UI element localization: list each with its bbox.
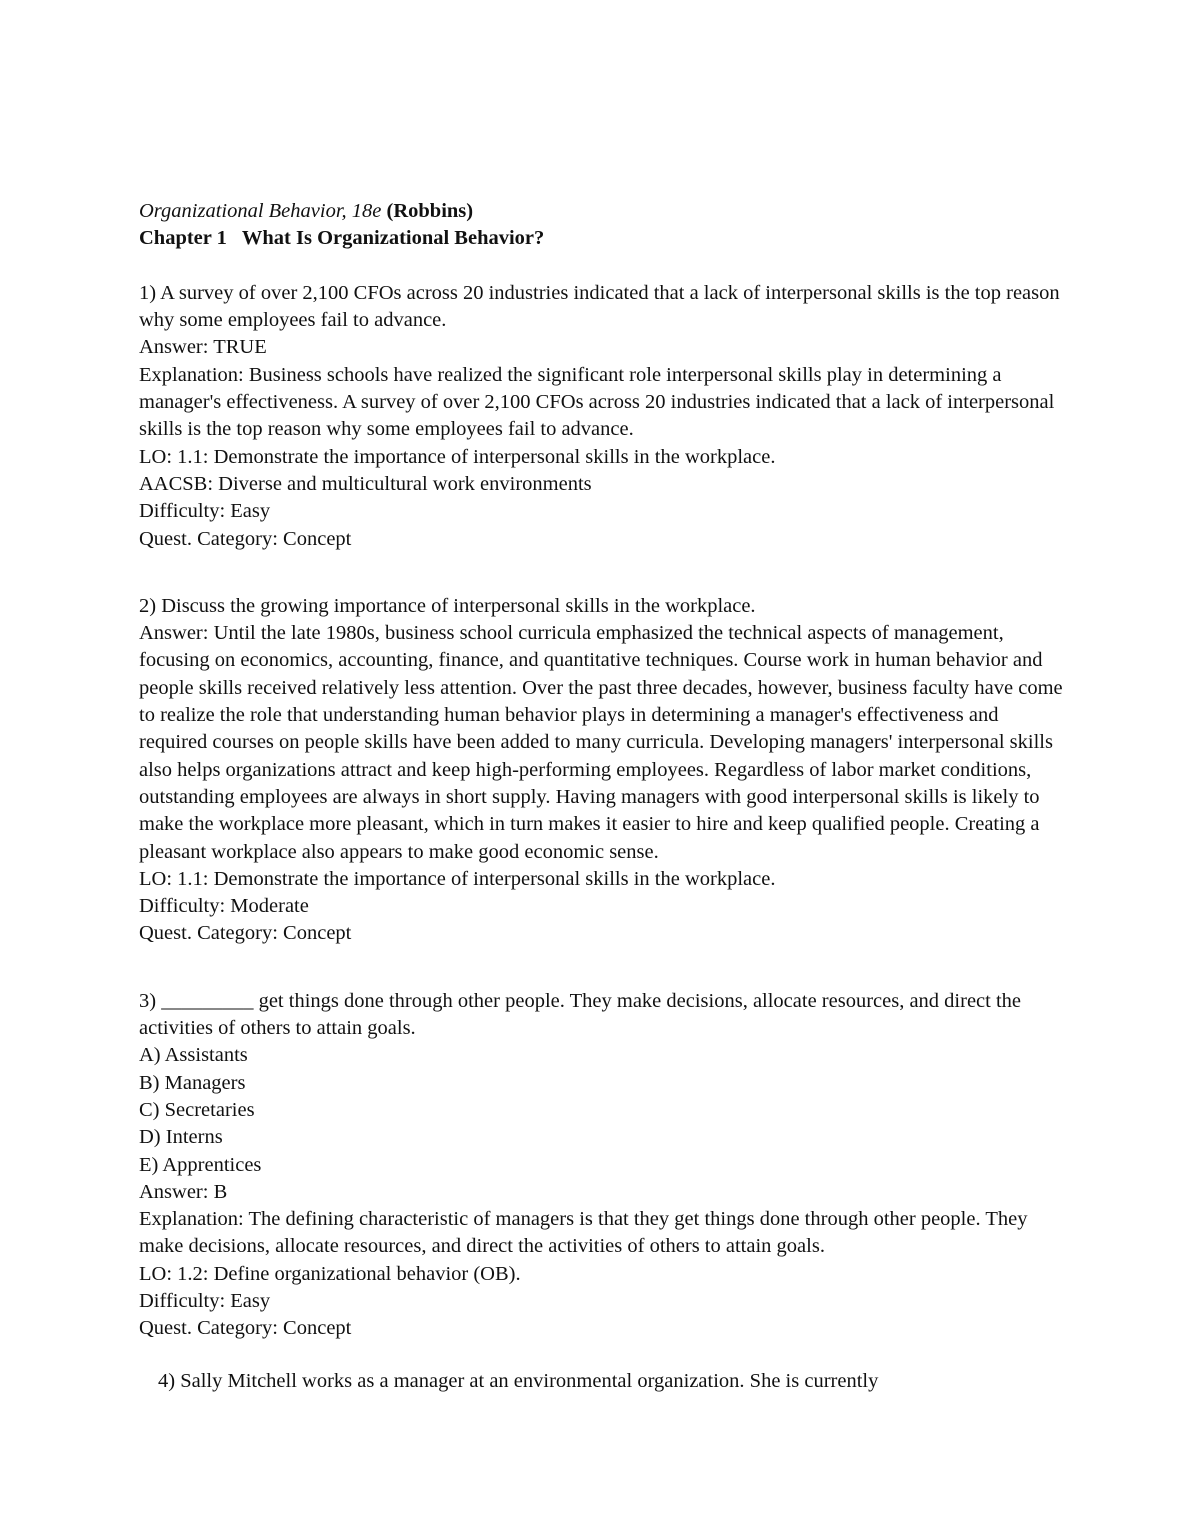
document-page — [139, 198, 1069, 1395]
question-answer: Answer: TRUE — [139, 336, 267, 359]
option-d: D) Interns — [139, 1126, 223, 1149]
question-difficulty: Difficulty: Easy — [139, 1289, 271, 1312]
option-a: A) Assistants — [139, 1044, 248, 1067]
question-explanation: Explanation: Business schools have realized the significant role interpersonal skills play in determining a manager's effectiveness. A survey of over 2,100 CFOs across 20 industries indicated that a lack of interpersonal skills is the top reason why some employees fail to advance. — [139, 363, 1055, 441]
book-author: (Robbins) — [386, 200, 474, 222]
book-header — [139, 198, 1069, 225]
question-difficulty: Difficulty: Easy — [139, 500, 271, 523]
question-answer: Answer: B — [139, 1180, 228, 1203]
question-3 — [139, 988, 1069, 1343]
question-stem: 3) _________ get things done through other people. They make decisions, allocate resources, and direct the activities of others to attain goals. — [139, 989, 1022, 1040]
question-4 — [139, 1368, 1069, 1395]
chapter-title: Chapter 1 What Is Organizational Behavior? — [139, 227, 545, 250]
question-stem: 1) A survey of over 2,100 CFOs across 20 industries indicated that a lack of interpersonal skills is the top reason why some employees fail to advance. — [139, 281, 1060, 332]
question-2 — [139, 593, 1069, 948]
question-aacsb: AACSB: Diverse and multicultural work environments — [139, 472, 592, 495]
question-lo: LO: 1.1: Demonstrate the importance of interpersonal skills in the workplace. — [139, 867, 776, 890]
question-lo: LO: 1.2: Define organizational behavior (OB). — [139, 1262, 521, 1285]
question-category: Quest. Category: Concept — [139, 527, 352, 550]
question-explanation: Explanation: The defining characteristic of managers is that they get things done through other people. They make decisions, allocate resources, and direct the activities of others to attain goals. — [139, 1208, 1028, 1258]
question-category: Quest. Category: Concept — [139, 1317, 352, 1340]
question-1 — [139, 280, 1069, 553]
question-category: Quest. Category: Concept — [139, 922, 352, 945]
question-lo: LO: 1.1: Demonstrate the importance of interpersonal skills in the workplace. — [139, 445, 776, 468]
option-b: B) Managers — [139, 1071, 246, 1094]
book-title: Organizational Behavior, 18e — [139, 200, 382, 222]
question-answer: Answer: Until the late 1980s, business school curricula emphasized the technical aspects of management, focusing on economics, accounting, finance, and quantitative techniques. Course work in human behavior and people skills received relatively less attention. Over the past three decades, however, business faculty have come to realize the role that understanding human behavior plays in determining a manager's effectiveness and required courses on people skills have been added to many curricula. Developing managers' interpersonal skills also helps organizations attract and keep high-performing employees. Regardless of labor market conditions, outstanding employees are always in short supply. Having managers with good interpersonal skills is likely to make the workplace more pleasant, which in turn makes it easier to hire and keep qualified people. Creating a pleasant workplace also appears to make good economic sense. — [139, 622, 1063, 863]
question-difficulty: Difficulty: Moderate — [139, 895, 309, 918]
option-c: C) Secretaries — [139, 1098, 255, 1121]
option-e: E) Apprentices — [139, 1153, 262, 1176]
question-stem: 2) Discuss the growing importance of interpersonal skills in the workplace. — [139, 594, 756, 617]
question-stem: 4) Sally Mitchell works as a manager at an environmental organization. She is currently — [158, 1369, 879, 1392]
